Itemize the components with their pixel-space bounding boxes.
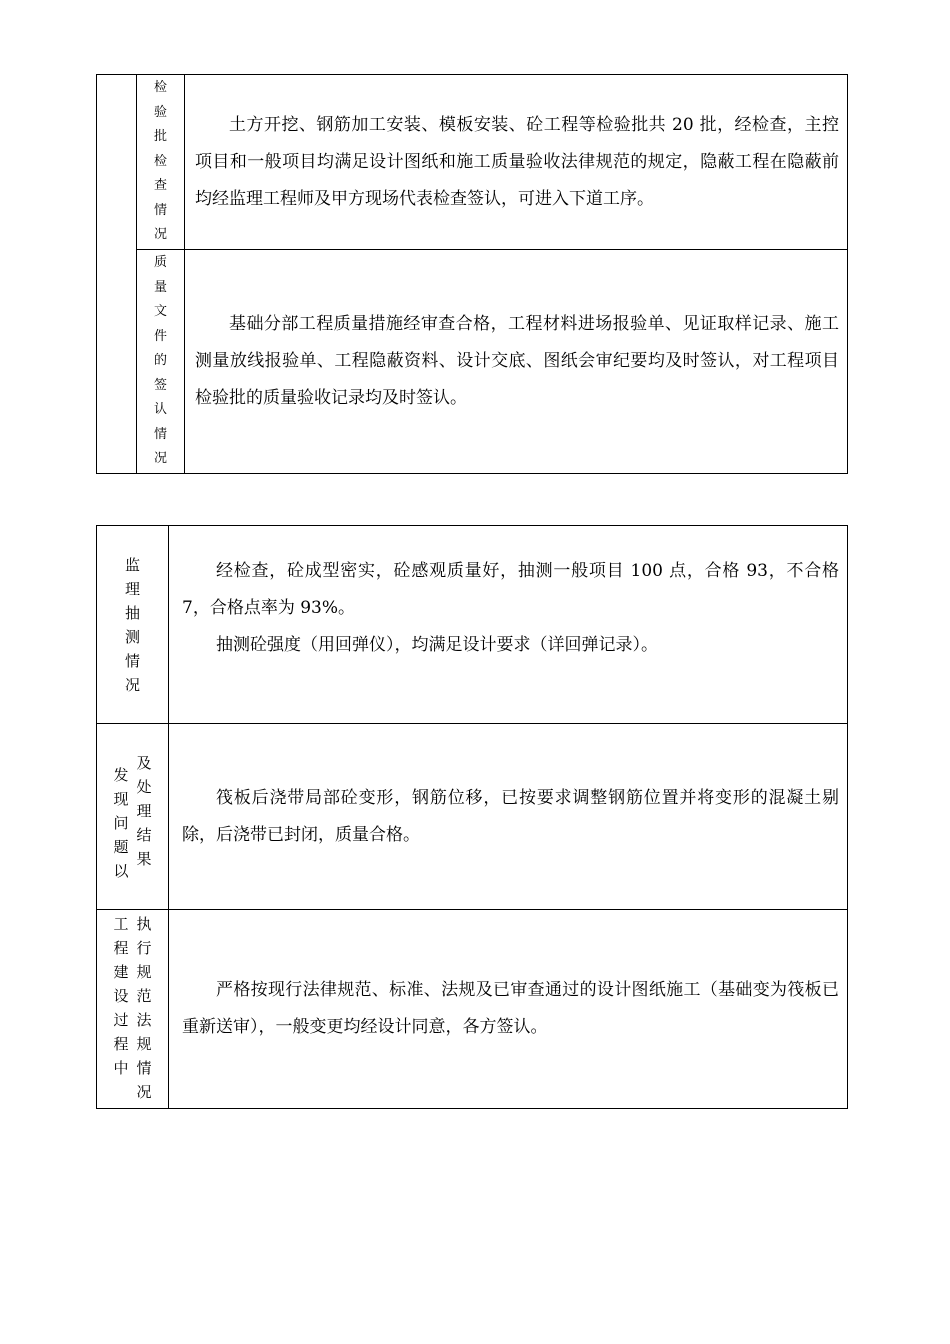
row-label-quality-docs: 质 量 文 件 的 签 认 情 况 bbox=[137, 250, 185, 474]
content-cell bbox=[185, 250, 848, 474]
issues-text: 筏板后浇带局部砼变形，钢筋位移，已按要求调整钢筋位置并将变形的混凝土剔除，后浇带已封闭，质量合格。 bbox=[182, 787, 839, 845]
quality-docs-text: 基础分部工程质量措施经审查合格，工程材料进场报验单、见证取样记录、施工测量放线报验单、工程隐蔽资料、设计交底、图纸会审纪要均及时签认，对工程项目检验批的质量验收记录均及时签认。 bbox=[195, 314, 839, 408]
row-label-inspection-lot: 检 验 批 检 查 情 况 bbox=[137, 75, 185, 250]
sampling-text: 经检查，砼成型密实，砼感观质量好，抽测一般项目 100 点，合格 93，不合格 7，合格点率为 93%。 抽测砼强度（用回弹仪），均满足设计要求（详回弹记录）。 bbox=[182, 561, 839, 655]
table-row bbox=[97, 724, 848, 910]
blank-cell bbox=[97, 75, 137, 474]
row-label-sampling: 监 理 抽 测 情 况 bbox=[97, 526, 169, 724]
table-row bbox=[97, 250, 848, 474]
inspection-lot-text: 土方开挖、钢筋加工安装、模板安装、砼工程等检验批共 20 批，经检查，主控项目和一般项目均满足设计图纸和施工质量验收法律规范的规定，隐蔽工程在隐蔽前均经监理工程师及甲方现场代表检查签认，可进入下道工序。 bbox=[195, 114, 839, 209]
content-cell bbox=[185, 75, 848, 250]
row-label-regulations: 工 程 建 设 过 程 中 执 行 规 范 法 规 情 况 bbox=[97, 910, 169, 1109]
inspection-table bbox=[96, 74, 848, 474]
content-cell bbox=[169, 526, 848, 724]
table-row bbox=[97, 75, 848, 250]
content-cell bbox=[169, 910, 848, 1109]
table-row bbox=[97, 526, 848, 724]
content-cell bbox=[169, 724, 848, 910]
regulations-text: 严格按现行法律规范、标准、法规及已审查通过的设计图纸施工（基础变为筏板已重新送审），一般变更均经设计同意，各方签认。 bbox=[182, 980, 839, 1037]
table-row bbox=[97, 910, 848, 1109]
supervision-table bbox=[96, 525, 848, 1109]
row-label-issues: 发 现 问 题 以 及 处 理 结 果 bbox=[97, 724, 169, 910]
